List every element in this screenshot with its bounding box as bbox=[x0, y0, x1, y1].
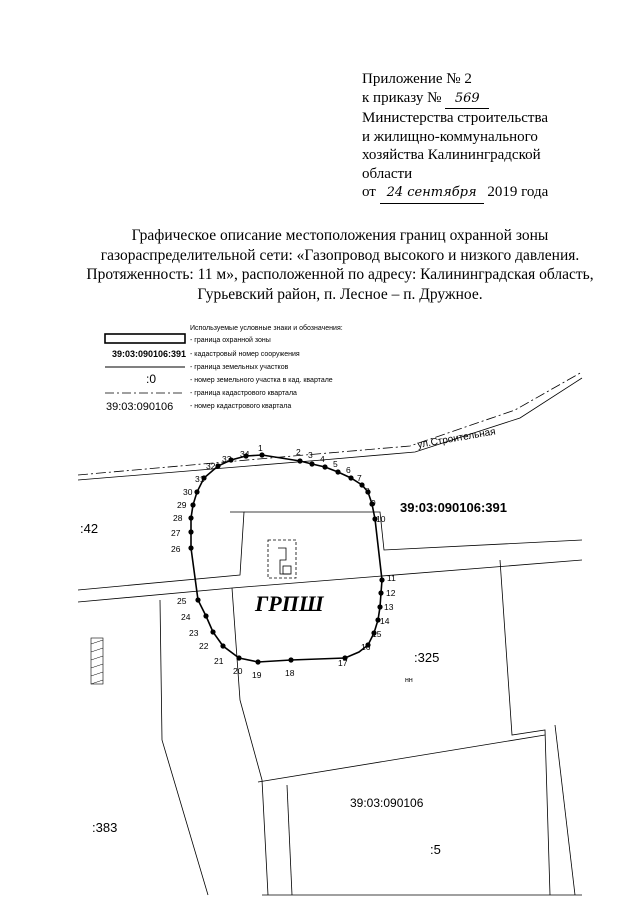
legend-heading: Используемые условные знаки и обозначения: bbox=[190, 325, 343, 332]
svg-text:12: 12 bbox=[386, 588, 396, 598]
svg-text:- граница охранной зоны: - граница охранной зоны bbox=[190, 337, 271, 344]
point-1 bbox=[259, 452, 264, 457]
svg-text:29: 29 bbox=[177, 500, 187, 510]
svg-text:- номер кадастрового квартала: - номер кадастрового квартала bbox=[190, 403, 292, 410]
svg-text:- граница кадастрового квартал: - граница кадастрового квартала bbox=[190, 390, 297, 397]
svg-text:14: 14 bbox=[380, 616, 390, 626]
zone-points bbox=[188, 452, 384, 664]
object-label: ГРПШ bbox=[255, 591, 324, 616]
point-12 bbox=[378, 590, 383, 595]
svg-text:30: 30 bbox=[183, 487, 193, 497]
point-32 bbox=[215, 463, 220, 468]
svg-text:- номер земельного участка в к: - номер земельного участка в кад. квартале bbox=[190, 377, 333, 384]
point-21 bbox=[220, 643, 225, 648]
point-27 bbox=[188, 529, 193, 534]
svg-text:34: 34 bbox=[240, 449, 250, 459]
svg-text:17: 17 bbox=[338, 658, 348, 668]
svg-text:1: 1 bbox=[258, 443, 263, 453]
ministry-line-3: хозяйства Калининградской bbox=[362, 147, 541, 163]
point-4 bbox=[322, 464, 327, 469]
small-label: нн bbox=[405, 677, 413, 684]
structure-cadastral-number: 39:03:090106:391 bbox=[400, 500, 507, 515]
ministry-line-1: Министерства строительства bbox=[362, 110, 549, 126]
svg-text:5: 5 bbox=[333, 459, 338, 469]
point-18 bbox=[288, 657, 293, 662]
svg-text:27: 27 bbox=[171, 528, 181, 538]
parcel-383-label: :383 bbox=[92, 820, 118, 835]
svg-text:28: 28 bbox=[173, 513, 183, 523]
point-5 bbox=[335, 469, 340, 474]
date-handwritten: 24 сентября bbox=[380, 184, 484, 204]
legend bbox=[105, 324, 343, 413]
svg-text:10: 10 bbox=[376, 514, 386, 524]
legend-parcel-number-symbol: :0 bbox=[146, 372, 157, 386]
structure-symbol bbox=[268, 540, 296, 578]
svg-text:- граница земельных участков: - граница земельных участков bbox=[190, 364, 289, 371]
order-number: 569 bbox=[445, 90, 489, 110]
svg-text:9: 9 bbox=[371, 498, 376, 508]
ministry-line-2: и жилищно-коммунального bbox=[362, 128, 538, 145]
svg-text:31: 31 bbox=[195, 474, 205, 484]
parcel-325-label: :325 bbox=[414, 650, 440, 665]
parcel-5-label: :5 bbox=[430, 842, 441, 857]
svg-text:18: 18 bbox=[285, 668, 295, 678]
svg-text:24: 24 bbox=[181, 612, 191, 622]
point-2 bbox=[297, 458, 302, 463]
street-south-edge-east bbox=[244, 512, 582, 550]
legend-zone-symbol bbox=[105, 334, 185, 343]
hatched-strip bbox=[91, 638, 103, 684]
protection-zone-boundary bbox=[191, 455, 382, 662]
svg-text:21: 21 bbox=[214, 656, 224, 666]
svg-text:25: 25 bbox=[177, 596, 187, 606]
point-13 bbox=[377, 604, 382, 609]
point-29 bbox=[190, 502, 195, 507]
date-line: от 24 сентября 2019 года bbox=[362, 183, 622, 204]
svg-text:3: 3 bbox=[308, 450, 313, 460]
point-28 bbox=[188, 515, 193, 520]
street-name: ул.Строительная bbox=[416, 426, 497, 451]
appendix-label: Приложение № 2 bbox=[362, 71, 472, 87]
svg-text:20: 20 bbox=[233, 666, 243, 676]
svg-text:4: 4 bbox=[320, 454, 325, 464]
parcel-5-east bbox=[555, 725, 575, 895]
svg-text:15: 15 bbox=[372, 629, 382, 639]
order-line: к приказу № 569 bbox=[362, 89, 622, 110]
street-north-edge bbox=[78, 378, 582, 480]
svg-text:16: 16 bbox=[361, 642, 371, 652]
svg-text:7: 7 bbox=[357, 473, 362, 483]
svg-text:32: 32 bbox=[206, 461, 216, 471]
parcel-325-east bbox=[500, 560, 550, 895]
point-25 bbox=[195, 597, 200, 602]
svg-text:33: 33 bbox=[222, 454, 232, 464]
point-19 bbox=[255, 659, 260, 664]
parcel-325-south bbox=[258, 735, 545, 782]
svg-text:22: 22 bbox=[199, 641, 209, 651]
parcel-boundaries bbox=[160, 560, 582, 895]
title-line-4: Гурьевский район, п. Лесное – п. Дружное. bbox=[197, 285, 483, 303]
point-26 bbox=[188, 545, 193, 550]
quarter-number-label: 39:03:090106 bbox=[350, 796, 424, 810]
parcel-5-west bbox=[287, 785, 292, 895]
legend-quarter-number-symbol: 39:03:090106 bbox=[106, 401, 174, 413]
point-30 bbox=[194, 489, 199, 494]
svg-text:6: 6 bbox=[346, 465, 351, 475]
point-23 bbox=[203, 613, 208, 618]
svg-text:26: 26 bbox=[171, 544, 181, 554]
svg-text:- кадастровый номер сооружения: - кадастровый номер сооружения bbox=[190, 351, 300, 358]
point-22 bbox=[210, 629, 215, 634]
legend-structure-symbol: 39:03:090106:391 bbox=[111, 349, 186, 359]
point-6 bbox=[348, 475, 353, 480]
point-7 bbox=[359, 482, 364, 487]
svg-text:19: 19 bbox=[252, 670, 262, 680]
svg-text:13: 13 bbox=[384, 602, 394, 612]
point-11 bbox=[379, 577, 384, 582]
point-20 bbox=[236, 655, 241, 660]
ministry-line-4: области bbox=[362, 165, 413, 182]
svg-text:8: 8 bbox=[365, 486, 370, 496]
svg-text:11: 11 bbox=[387, 573, 396, 583]
parcel-42-label: :42 bbox=[80, 521, 99, 536]
svg-text:23: 23 bbox=[189, 628, 199, 638]
title-line-2: газораспределительной сети: «Газопровод высокого и низкого давления. bbox=[100, 246, 580, 264]
title-line-1: Графическое описание местоположения границ охранной зоны bbox=[131, 227, 549, 244]
road-edge bbox=[78, 560, 582, 602]
street-south-edge-west bbox=[78, 512, 244, 590]
title-line-3: Протяженность: 11 м», расположенной по адресу: Калининградская область, bbox=[86, 266, 594, 283]
point-3 bbox=[309, 461, 314, 466]
parcel-boundary-middle bbox=[232, 588, 268, 895]
svg-text:2: 2 bbox=[296, 447, 301, 457]
